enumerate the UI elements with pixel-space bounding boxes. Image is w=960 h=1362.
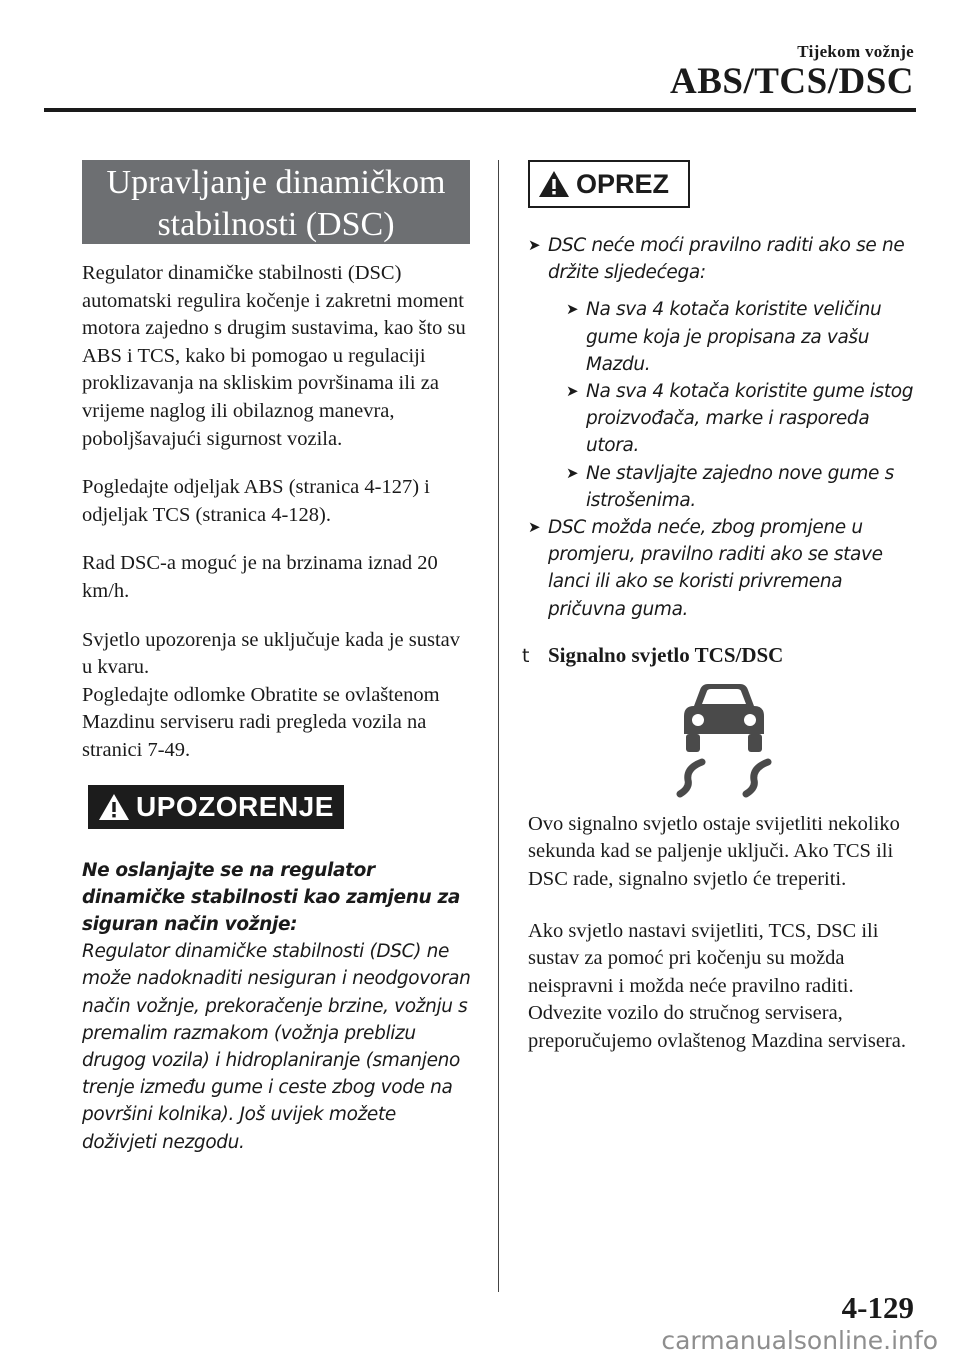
list-item xyxy=(566,460,924,514)
indicator-subheading xyxy=(522,642,924,668)
warning-body: Regulator dinamičke stabilnosti (DSC) ne može nadoknaditi nesiguran i neodgovoran način vožnje, prekoračenje brzine, vožnju s premalim razmakom (vožnja preblizu drugog vozila) i hidroplaniranje (smanjeno trenje između gume i ceste zbog vode na površini kolnika). Još uvijek možete doživjeti nezgodu. xyxy=(82,941,471,1153)
service-reference-paragraph: Pogledajte odlomke Obratite se ovlaštenom Mazdinu serviseru radi pregleda vozila na stranici 7-49. xyxy=(82,683,440,761)
arrow-bullet-icon: ➤ xyxy=(528,518,541,537)
warning-heading: Ne oslanjajte se na regulator dinamičke stabilnosti kao zamjenu za siguran način vožnje: xyxy=(82,859,461,935)
caution-sub-1: Na sva 4 kotača koristite veličinu gume koja je propisana za vašu Mazdu. xyxy=(586,299,882,375)
caution-sublist xyxy=(566,296,924,514)
warning-label: UPOZORENJE xyxy=(136,790,334,822)
caution-badge xyxy=(528,160,690,208)
tcs-dsc-indicator-icon xyxy=(672,682,776,798)
caution-triangle-icon xyxy=(538,170,570,198)
column-divider xyxy=(498,160,499,1292)
subheading-marker: t xyxy=(522,644,530,667)
intro-paragraph: Regulator dinamičke stabilnosti (DSC) automatski regulira kočenje i zakretni moment motora zajedno s drugim sustavima, kao što su ABS i TCS, kako bi pomogao u regulaciji proklizavanja na skliskim površinama ili za vrijeme naglog ili obilaznog manevra, poboljšavajući sigurnost vozila. xyxy=(82,262,466,450)
caution-sub-3: Ne stavljajte zajedno nove gume s istrošenima. xyxy=(586,462,894,511)
warning-badge xyxy=(88,785,344,829)
right-column xyxy=(522,160,924,1056)
caution-bullet-1: DSC neće moći pravilno raditi ako se ne držite sljedećega: xyxy=(548,235,905,284)
reference-paragraph: Pogledajte odjeljak ABS (stranica 4-127) i odjeljak TCS (stranica 4-128). xyxy=(82,476,430,526)
indicator-paragraph-2: Ako svjetlo nastavi svijetliti, TCS, DSC ili sustav za pomoć pri kočenju su možda neispravni i možda neće pravilno raditi. Odvezite vozilo do stručnog servisera, preporučujemo ovlaštenog Mazdina servisera. xyxy=(528,919,906,1052)
arrow-bullet-icon: ➤ xyxy=(566,300,579,319)
header-title: ABS/TCS/DSC xyxy=(669,61,914,102)
arrow-bullet-icon: ➤ xyxy=(566,382,579,401)
list-item xyxy=(566,378,924,460)
subheading-text: Signalno svjetlo TCS/DSC xyxy=(548,642,784,667)
caution-bullet-2: DSC možda neće, zbog promjene u promjeru, pravilno raditi ako se stave lanci ili ako se koristi privremena pričuvna guma. xyxy=(548,517,883,620)
warning-badge-wrap xyxy=(88,785,474,829)
indicator-paragraph-1: Ovo signalno svjetlo ostaje svijetliti nekoliko sekunda kad se paljenje uključi. Ako TCS ili DSC rade, signalno svjetlo će treperiti. xyxy=(528,812,900,891)
warning-triangle-icon xyxy=(98,793,130,821)
list-item xyxy=(528,232,924,514)
left-column xyxy=(82,160,474,1156)
section-title: Upravljanje dinamičkom stabilnosti (DSC) xyxy=(82,160,470,244)
arrow-bullet-icon: ➤ xyxy=(566,463,579,482)
page-number: 4-129 xyxy=(841,1290,914,1325)
list-item xyxy=(566,296,924,378)
arrow-bullet-icon: ➤ xyxy=(528,236,541,254)
watermark: carmanualsonline.info xyxy=(661,1326,938,1355)
header-subtitle: Tijekom vožnje xyxy=(797,42,914,61)
speed-paragraph: Rad DSC-a moguć je na brzinama iznad 20 km/h. xyxy=(82,552,438,602)
header-rule xyxy=(44,108,916,112)
list-item xyxy=(528,514,924,623)
caution-label: OPREZ xyxy=(576,168,670,199)
caution-sub-2: Na sva 4 kotača koristite gume istog proizvođača, marke i rasporeda utora. xyxy=(586,381,914,457)
warning-light-paragraph: Svjetlo upozorenja se uključuje kada je sustav u kvaru. xyxy=(82,628,461,679)
caution-list xyxy=(528,232,924,623)
